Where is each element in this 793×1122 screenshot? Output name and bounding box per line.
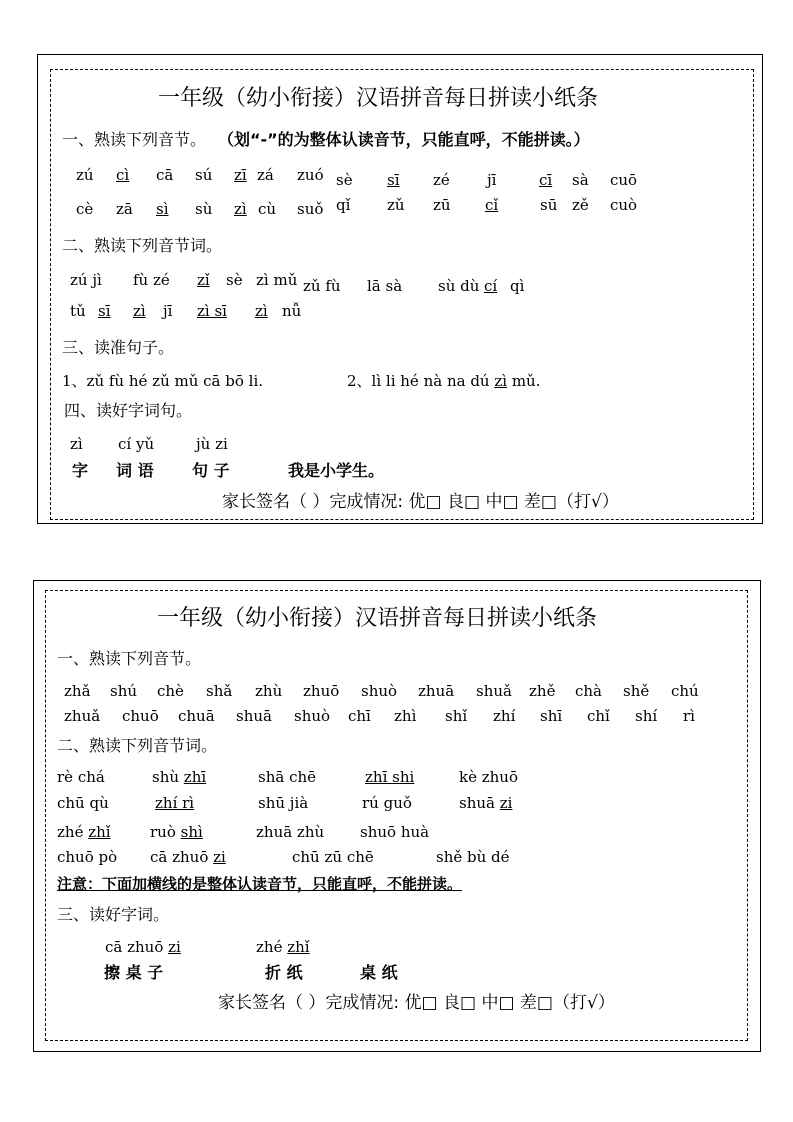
card-1-section-3-label: 三、读准句子。	[62, 338, 175, 357]
syllable-word: shuō huà	[360, 823, 430, 841]
syllable: rì	[683, 707, 695, 725]
card-2-section-1-label: 一、熟读下列音节。	[57, 649, 202, 668]
syllable-word: zǔ fù	[303, 277, 341, 295]
syllable-word: jī	[163, 302, 173, 320]
syllable: sū	[540, 196, 558, 214]
syllable-word: shū jià	[258, 794, 309, 812]
card-2-footer: 家长签名（ ）完成情况: 优□ 良□ 中□ 差□（打√）	[218, 993, 615, 1013]
syllable-word: shě bù dé	[436, 848, 510, 866]
hanzi-phrase-a: 擦 桌 子	[104, 963, 164, 982]
syllable: shuò	[294, 707, 331, 725]
pinyin-juzi: jù zi	[196, 435, 228, 453]
syllable: zhì	[394, 707, 417, 725]
syllable: cè	[76, 200, 94, 218]
hanzi-phrase-b: 折 纸	[265, 963, 303, 982]
word-part-underlined: zhī	[183, 768, 207, 786]
pinyin-part: zhé	[256, 938, 288, 956]
syllable: qǐ	[336, 196, 351, 214]
syllable: cuō	[610, 171, 638, 189]
syllable-word: zì mǔ	[256, 271, 298, 289]
syllable-word	[459, 796, 512, 811]
syllable-word: fù zé	[133, 271, 170, 289]
word-part-underlined: zi	[213, 848, 226, 866]
syllable: sī	[387, 171, 400, 189]
word-part-underlined: shì	[180, 823, 203, 841]
card-1-section-1-hint: （划“-”的为整体认读音节，只能直呼，不能拼读。）	[218, 130, 590, 149]
pinyin-ciyu: cí yǔ	[118, 435, 155, 453]
syllable-word: rú guǒ	[362, 794, 412, 812]
hanzi-zi: 字	[72, 461, 89, 480]
card-1-section-2-label: 二、熟读下列音节词。	[62, 236, 223, 255]
hanzi-ciyu: 词 语	[116, 461, 154, 480]
syllable: zū	[433, 196, 451, 214]
syllable: zé	[433, 171, 450, 189]
syllable: cuò	[610, 196, 638, 214]
syllable-word: zì	[133, 302, 146, 320]
hanzi-phrase-c: 桌 纸	[360, 963, 398, 982]
syllable-word: shā chē	[258, 768, 317, 786]
syllable: shú	[110, 682, 138, 700]
word-part: cā zhuō	[150, 848, 214, 866]
syllable: zú	[76, 166, 94, 184]
syllable: zhuō	[303, 682, 340, 700]
syllable-word: zhuā zhù	[256, 823, 325, 841]
syllable: zǔ	[387, 196, 405, 214]
syllable: sì	[156, 200, 169, 218]
syllable: cǐ	[485, 196, 499, 214]
syllable-word: zú jì	[70, 271, 102, 289]
sentence-2-part-c: mǔ.	[507, 372, 541, 390]
syllable: zhuǎ	[64, 707, 101, 725]
syllable: cī	[539, 171, 553, 189]
syllable-word: chū qù	[57, 794, 109, 812]
sentence-2	[347, 374, 540, 389]
syllable: shī	[540, 707, 563, 725]
syllable: zhuā	[418, 682, 455, 700]
hanzi-juzi: 句 子	[192, 461, 230, 480]
pinyin-zi: zì	[70, 435, 83, 453]
syllable-word: sù dù	[438, 277, 480, 295]
syllable: zì	[234, 200, 247, 218]
syllable: zhù	[255, 682, 283, 700]
syllable: zā	[116, 200, 133, 218]
syllable-word: chū zū chē	[292, 848, 374, 866]
syllable-word	[57, 825, 111, 840]
pinyin-phrase-a	[105, 940, 181, 955]
card-1-title: 一年级（幼小衔接）汉语拼音每日拼读小纸条	[158, 86, 599, 111]
syllable: cì	[116, 166, 130, 184]
syllable: sú	[195, 166, 213, 184]
word-part: shuā	[459, 794, 500, 812]
syllable-word: tǔ	[70, 302, 86, 320]
syllable: zě	[572, 196, 589, 214]
syllable: zá	[257, 166, 274, 184]
syllable: cā	[156, 166, 174, 184]
syllable: chú	[671, 682, 699, 700]
sentence-1: 1、zǔ fù hé zǔ mǔ cā bō li.	[62, 372, 264, 390]
syllable-word: zì sī	[197, 302, 227, 320]
pinyin-part: cā zhuō	[105, 938, 169, 956]
card-2-note: 注意：下面加横线的是整体认读音节，只能直呼，不能拼读。	[57, 875, 463, 893]
syllable: zī	[234, 166, 247, 184]
syllable-word: chuō pò	[57, 848, 118, 866]
syllable-word: sè	[226, 271, 243, 289]
word-part: shù	[152, 768, 184, 786]
syllable: shǎ	[206, 682, 233, 700]
syllable-word: rè chá	[57, 768, 105, 786]
pinyin-part-underlined: zhǐ	[287, 938, 310, 956]
sentence-2-part-a: 2、lì li hé nà na dú	[347, 372, 495, 390]
syllable-word: lā sà	[367, 277, 403, 295]
pinyin-part-underlined: zi	[168, 938, 181, 956]
syllable-word: sī	[98, 302, 111, 320]
card-1-footer: 家长签名（ ）完成情况: 优□ 良□ 中□ 差□（打√）	[222, 492, 619, 512]
syllable: shǐ	[445, 707, 468, 725]
syllable-word	[150, 850, 226, 865]
pinyin-phrase-b	[256, 940, 310, 955]
card-2-section-3-label: 三、读好字词。	[57, 905, 170, 924]
card-2-title: 一年级（幼小衔接）汉语拼音每日拼读小纸条	[157, 606, 598, 631]
word-part-underlined: zhǐ	[88, 823, 111, 841]
card-2-section-2-label: 二、熟读下列音节词。	[57, 736, 218, 755]
syllable: shuò	[361, 682, 398, 700]
word-part-underlined: zi	[499, 794, 513, 812]
syllable: jī	[487, 171, 497, 189]
syllable: zhǎ	[64, 682, 91, 700]
syllable: cù	[258, 200, 277, 218]
syllable: zhě	[529, 682, 556, 700]
syllable-word: qì	[510, 277, 525, 295]
syllable: zhí	[493, 707, 516, 725]
syllable: sè	[336, 171, 353, 189]
syllable: sà	[572, 171, 589, 189]
word-part: zhé	[57, 823, 89, 841]
syllable-word: nǚ	[282, 302, 302, 320]
syllable-word: zhí rì	[155, 794, 195, 812]
syllable-word	[152, 770, 206, 785]
syllable: chī	[348, 707, 371, 725]
syllable-word: kè zhuō	[459, 768, 518, 786]
syllable-word: cí	[484, 277, 498, 295]
syllable-word: zì	[255, 302, 268, 320]
card-1-section-4-label: 四、读好字词句。	[64, 401, 193, 420]
card-1-section-1-label: 一、熟读下列音节。	[62, 130, 207, 149]
word-part: ruò	[150, 823, 181, 841]
syllable: chè	[157, 682, 184, 700]
syllable-word: zǐ	[197, 271, 210, 289]
syllable: shí	[635, 707, 658, 725]
syllable: chǐ	[587, 707, 610, 725]
syllable: shě	[623, 682, 650, 700]
syllable: chà	[575, 682, 603, 700]
syllable: shuā	[236, 707, 272, 725]
hanzi-sentence: 我是小学生。	[288, 461, 385, 480]
syllable-word: zhī shi	[365, 768, 415, 786]
sentence-2-part-b: zì	[494, 372, 508, 390]
syllable: shuǎ	[476, 682, 512, 700]
syllable: sù	[195, 200, 213, 218]
syllable-word	[150, 825, 203, 840]
syllable: suǒ	[297, 200, 324, 218]
syllable: chuō	[122, 707, 159, 725]
syllable: zuó	[297, 166, 324, 184]
syllable: chuā	[178, 707, 215, 725]
